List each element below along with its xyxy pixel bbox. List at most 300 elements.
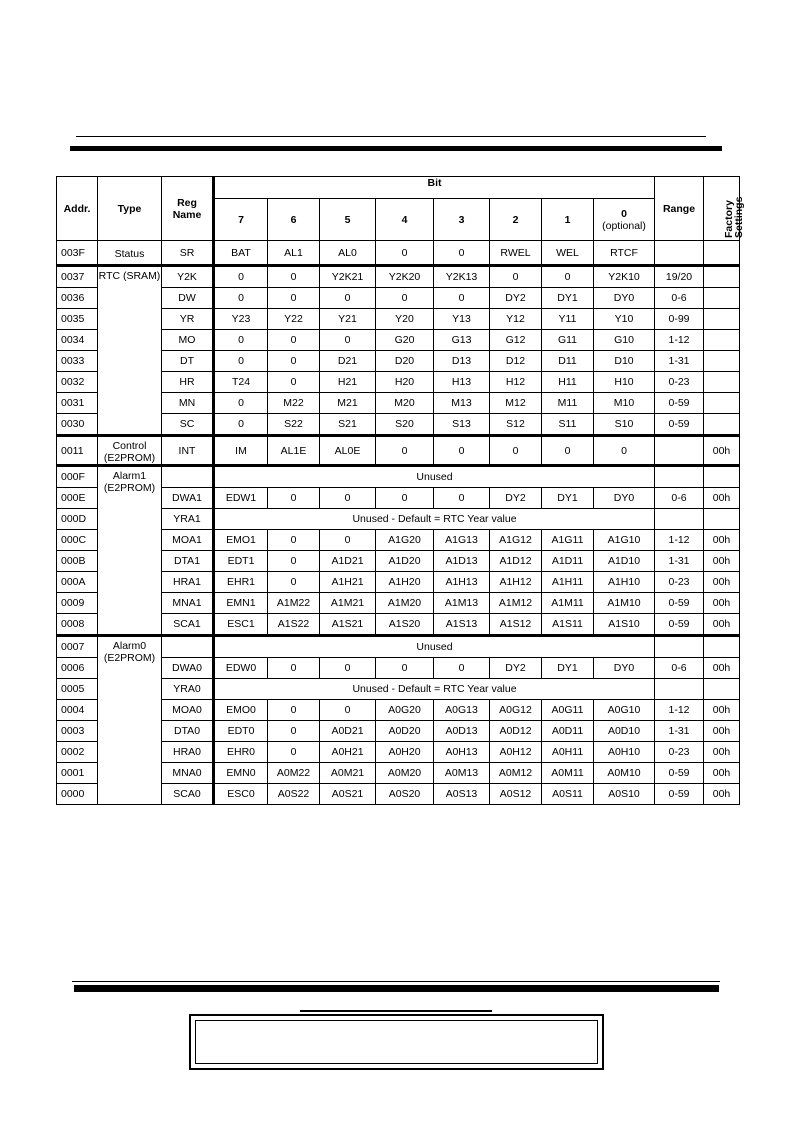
- addr-cell: 0004: [57, 700, 98, 721]
- bit-cell: A0M20: [376, 763, 434, 784]
- header-bit-6: [268, 199, 320, 241]
- reg-name-cell: YR: [162, 309, 214, 330]
- reg-name-cell: MO: [162, 330, 214, 351]
- bit-cell: A0H10: [594, 742, 655, 763]
- bit-cell: 0: [268, 700, 320, 721]
- bit-cell: A0D13: [434, 721, 490, 742]
- bit-cell: 0: [320, 330, 376, 351]
- reg-name-cell: YRA0: [162, 679, 214, 700]
- bit-cell: S20: [376, 414, 434, 436]
- reg-name-cell: DTA1: [162, 551, 214, 572]
- bit-cell: A1D12: [490, 551, 542, 572]
- factory-cell: [704, 372, 740, 393]
- type-cell: Alarm1 (E2PROM): [98, 466, 162, 636]
- factory-cell: [704, 509, 740, 530]
- addr-cell: 0031: [57, 393, 98, 414]
- bit-cell: AL1E: [268, 436, 320, 466]
- factory-cell: 00h: [704, 763, 740, 784]
- bit-cell: A0G20: [376, 700, 434, 721]
- bit-cell: 0: [542, 436, 594, 466]
- range-cell: 0-6: [655, 658, 704, 679]
- bit-cell: S11: [542, 414, 594, 436]
- factory-cell: 00h: [704, 488, 740, 509]
- register-map-table: [56, 176, 745, 805]
- bit-cell: A1D13: [434, 551, 490, 572]
- bit-cell: 0: [490, 436, 542, 466]
- bit-cell: A1S11: [542, 614, 594, 636]
- addr-cell: 0030: [57, 414, 98, 436]
- bit-cell: A0M12: [490, 763, 542, 784]
- addr-cell: 0006: [57, 658, 98, 679]
- reg-name-cell: SCA0: [162, 784, 214, 805]
- bit-cell: WEL: [542, 241, 594, 266]
- bit-cell: D13: [434, 351, 490, 372]
- bit-cell: Y2K10: [594, 266, 655, 288]
- header-bit-label: 4: [401, 213, 408, 226]
- bit-cell: Y10: [594, 309, 655, 330]
- factory-cell: 00h: [704, 551, 740, 572]
- unused-cell: Unused - Default = RTC Year value: [214, 509, 655, 530]
- bit-cell: A0D21: [320, 721, 376, 742]
- bit-cell: DY2: [490, 288, 542, 309]
- bit-cell: S10: [594, 414, 655, 436]
- factory-cell: 00h: [704, 530, 740, 551]
- reg-name-cell: HRA1: [162, 572, 214, 593]
- bit-cell: 0: [214, 351, 268, 372]
- header-rule-thick: [70, 146, 722, 151]
- bit-cell: RWEL: [490, 241, 542, 266]
- bit-cell: A1D21: [320, 551, 376, 572]
- bit-cell: 0: [320, 288, 376, 309]
- bit-cell: 0: [268, 551, 320, 572]
- header-bit-label: 6: [290, 213, 297, 226]
- addr-cell: 000A: [57, 572, 98, 593]
- bit-cell: H11: [542, 372, 594, 393]
- range-cell: [655, 636, 704, 658]
- bit-cell: 0: [214, 266, 268, 288]
- bit-cell: A0S10: [594, 784, 655, 805]
- header-bit-7: [214, 199, 268, 241]
- bit-cell: A1S13: [434, 614, 490, 636]
- bit-cell: D11: [542, 351, 594, 372]
- bit-cell: DY1: [542, 658, 594, 679]
- bit-cell: A1H13: [434, 572, 490, 593]
- factory-cell: 00h: [704, 572, 740, 593]
- bit-cell: A1G12: [490, 530, 542, 551]
- bit-cell: A0G10: [594, 700, 655, 721]
- header-bit-label: 0: [621, 207, 627, 220]
- reg-name-cell: MOA0: [162, 700, 214, 721]
- unused-cell: Unused: [214, 466, 655, 488]
- bit-cell: H10: [594, 372, 655, 393]
- bit-cell: 0: [490, 266, 542, 288]
- bit-cell: A1G20: [376, 530, 434, 551]
- addr-cell: 0007: [57, 636, 98, 658]
- header-bit-0: [594, 199, 655, 241]
- reg-name-cell: [162, 466, 214, 488]
- bit-cell: 0: [268, 742, 320, 763]
- addr-cell: 003F: [57, 241, 98, 266]
- header-bit-4: [376, 199, 434, 241]
- bit-cell: A1H20: [376, 572, 434, 593]
- bit-cell: A0H21: [320, 742, 376, 763]
- addr-cell: 000C: [57, 530, 98, 551]
- bit-cell: A1S12: [490, 614, 542, 636]
- table-header: [57, 177, 745, 241]
- reg-name-cell: SR: [162, 241, 214, 266]
- bit-cell: A0S21: [320, 784, 376, 805]
- bit-cell: Y2K20: [376, 266, 434, 288]
- bit-cell: DY2: [490, 658, 542, 679]
- header-bit-label: 7: [238, 213, 244, 226]
- bit-cell: Y2K21: [320, 266, 376, 288]
- factory-cell: [704, 288, 740, 309]
- reg-name-cell: MNA0: [162, 763, 214, 784]
- unused-cell: Unused: [214, 636, 655, 658]
- type-cell: Alarm0 (E2PROM): [98, 636, 162, 805]
- bit-cell: H13: [434, 372, 490, 393]
- header-bit0-note: (optional): [602, 219, 646, 232]
- addr-cell: 000E: [57, 488, 98, 509]
- bit-cell: 0: [268, 530, 320, 551]
- bit-cell: DY0: [594, 288, 655, 309]
- bit-cell: D10: [594, 351, 655, 372]
- bit-cell: A0S12: [490, 784, 542, 805]
- bit-cell: A0M22: [268, 763, 320, 784]
- bit-cell: A1M10: [594, 593, 655, 614]
- addr-cell: 000D: [57, 509, 98, 530]
- addr-cell: 0033: [57, 351, 98, 372]
- bit-cell: 0: [268, 658, 320, 679]
- bit-cell: A1M11: [542, 593, 594, 614]
- range-cell: 0-59: [655, 763, 704, 784]
- bit-cell: 0: [268, 721, 320, 742]
- addr-cell: 0037: [57, 266, 98, 288]
- bit-cell: S12: [490, 414, 542, 436]
- reg-name-cell: MOA1: [162, 530, 214, 551]
- range-cell: [655, 679, 704, 700]
- reg-name-cell: DT: [162, 351, 214, 372]
- bit-cell: H12: [490, 372, 542, 393]
- range-cell: 0-6: [655, 488, 704, 509]
- bit-cell: M12: [490, 393, 542, 414]
- range-cell: 0-23: [655, 572, 704, 593]
- header-type: Type: [98, 177, 162, 241]
- header-addr: Addr.: [57, 177, 98, 241]
- header-bit-label: 5: [344, 213, 351, 226]
- bit-cell: 0: [268, 266, 320, 288]
- bit-cell: 0: [214, 330, 268, 351]
- factory-cell: [704, 414, 740, 436]
- table-body: [57, 241, 740, 805]
- range-cell: 19/20: [655, 266, 704, 288]
- addr-cell: 0005: [57, 679, 98, 700]
- factory-cell: [704, 351, 740, 372]
- bit-cell: 0: [376, 241, 434, 266]
- bit-cell: EMO0: [214, 700, 268, 721]
- bit-cell: A0S20: [376, 784, 434, 805]
- bit-cell: A1D20: [376, 551, 434, 572]
- range-cell: 1-31: [655, 351, 704, 372]
- bit-cell: M10: [594, 393, 655, 414]
- table-row: [57, 636, 740, 658]
- bit-cell: M13: [434, 393, 490, 414]
- factory-cell: 00h: [704, 436, 740, 466]
- bit-cell: A0G11: [542, 700, 594, 721]
- factory-cell: 00h: [704, 742, 740, 763]
- bit-cell: A1S10: [594, 614, 655, 636]
- factory-cell: 00h: [704, 721, 740, 742]
- range-cell: 0-59: [655, 593, 704, 614]
- header-reg-name: Reg Name: [162, 177, 214, 241]
- range-cell: 0-99: [655, 309, 704, 330]
- factory-cell: [704, 679, 740, 700]
- reg-name-cell: MNA1: [162, 593, 214, 614]
- bit-cell: A0S13: [434, 784, 490, 805]
- bit-cell: A1M20: [376, 593, 434, 614]
- bit-cell: A1D11: [542, 551, 594, 572]
- bit-cell: 0: [268, 488, 320, 509]
- table-row: [57, 241, 740, 266]
- type-cell: Control (E2PROM): [98, 436, 162, 466]
- bit-cell: EDW1: [214, 488, 268, 509]
- header-bit-5: [320, 199, 376, 241]
- reg-name-cell: HRA0: [162, 742, 214, 763]
- reg-name-cell: Y2K: [162, 266, 214, 288]
- bit-cell: A0H13: [434, 742, 490, 763]
- range-cell: [655, 241, 704, 266]
- bit-cell: DY2: [490, 488, 542, 509]
- bit-cell: A0H12: [490, 742, 542, 763]
- addr-cell: 0032: [57, 372, 98, 393]
- bit-cell: Y21: [320, 309, 376, 330]
- bit-cell: DY0: [594, 658, 655, 679]
- factory-cell: [704, 266, 740, 288]
- bit-cell: A1G11: [542, 530, 594, 551]
- reg-name-cell: DTA0: [162, 721, 214, 742]
- bit-cell: T24: [214, 372, 268, 393]
- bit-cell: EDT1: [214, 551, 268, 572]
- range-cell: [655, 509, 704, 530]
- bit-cell: 0: [434, 436, 490, 466]
- range-cell: 0-23: [655, 742, 704, 763]
- header-range: Range: [655, 177, 704, 241]
- factory-cell: [704, 466, 740, 488]
- bit-cell: DY1: [542, 488, 594, 509]
- bit-cell: EDT0: [214, 721, 268, 742]
- bit-cell: BAT: [214, 241, 268, 266]
- bit-cell: A0S11: [542, 784, 594, 805]
- bit-cell: 0: [376, 658, 434, 679]
- range-cell: 0-59: [655, 784, 704, 805]
- bit-cell: 0: [214, 393, 268, 414]
- bit-cell: A1M22: [268, 593, 320, 614]
- footer-rule-short: [300, 1010, 492, 1012]
- bit-cell: D12: [490, 351, 542, 372]
- bit-cell: Y12: [490, 309, 542, 330]
- factory-cell: 00h: [704, 593, 740, 614]
- bit-cell: A0M21: [320, 763, 376, 784]
- range-cell: [655, 466, 704, 488]
- reg-name-cell: DWA0: [162, 658, 214, 679]
- footer-box: [189, 1014, 604, 1070]
- bit-cell: A0H20: [376, 742, 434, 763]
- bit-cell: S13: [434, 414, 490, 436]
- bit-cell: 0: [268, 288, 320, 309]
- reg-name-cell: HR: [162, 372, 214, 393]
- bit-cell: 0: [320, 658, 376, 679]
- range-cell: 0-59: [655, 414, 704, 436]
- bit-cell: A1H12: [490, 572, 542, 593]
- bit-cell: IM: [214, 436, 268, 466]
- bit-cell: Y23: [214, 309, 268, 330]
- bit-cell: A0D12: [490, 721, 542, 742]
- table-row: [57, 266, 740, 288]
- bit-cell: A0H11: [542, 742, 594, 763]
- bit-cell: 0: [434, 288, 490, 309]
- bit-cell: M20: [376, 393, 434, 414]
- addr-cell: 0036: [57, 288, 98, 309]
- bit-cell: EMN0: [214, 763, 268, 784]
- range-cell: 1-12: [655, 700, 704, 721]
- bit-cell: G13: [434, 330, 490, 351]
- bit-cell: AL0: [320, 241, 376, 266]
- bit-cell: ESC1: [214, 614, 268, 636]
- range-cell: 1-31: [655, 551, 704, 572]
- bit-cell: S21: [320, 414, 376, 436]
- bit-cell: A1S20: [376, 614, 434, 636]
- bit-cell: 0: [268, 372, 320, 393]
- addr-cell: 0000: [57, 784, 98, 805]
- addr-cell: 0008: [57, 614, 98, 636]
- bit-cell: AL0E: [320, 436, 376, 466]
- range-cell: [655, 436, 704, 466]
- range-cell: 1-12: [655, 530, 704, 551]
- bit-cell: A0M10: [594, 763, 655, 784]
- table-row: [57, 466, 740, 488]
- bit-cell: D20: [376, 351, 434, 372]
- bit-cell: A0M11: [542, 763, 594, 784]
- bit-cell: A0M13: [434, 763, 490, 784]
- bit-cell: EMO1: [214, 530, 268, 551]
- addr-cell: 0011: [57, 436, 98, 466]
- addr-cell: 0034: [57, 330, 98, 351]
- bit-cell: 0: [214, 414, 268, 436]
- factory-cell: 00h: [704, 614, 740, 636]
- addr-cell: 0001: [57, 763, 98, 784]
- reg-name-cell: SC: [162, 414, 214, 436]
- bit-cell: 0: [434, 658, 490, 679]
- bit-cell: Y20: [376, 309, 434, 330]
- table-row: [57, 436, 740, 466]
- bit-cell: 0: [214, 288, 268, 309]
- bit-cell: D21: [320, 351, 376, 372]
- bit-cell: 0: [268, 330, 320, 351]
- header-rule-thin: [76, 136, 706, 137]
- bit-cell: A1H10: [594, 572, 655, 593]
- addr-cell: 000F: [57, 466, 98, 488]
- bit-cell: A1M21: [320, 593, 376, 614]
- bit-cell: A1G10: [594, 530, 655, 551]
- factory-cell: [704, 393, 740, 414]
- range-cell: 0-59: [655, 614, 704, 636]
- reg-name-cell: DW: [162, 288, 214, 309]
- bit-cell: A0D10: [594, 721, 655, 742]
- factory-cell: 00h: [704, 658, 740, 679]
- bit-cell: 0: [594, 436, 655, 466]
- bit-cell: 0: [434, 241, 490, 266]
- addr-cell: 0009: [57, 593, 98, 614]
- footer-box-inner: [195, 1020, 598, 1064]
- footer-rule-thin: [72, 981, 720, 982]
- bit-cell: A0G12: [490, 700, 542, 721]
- bit-cell: 0: [376, 488, 434, 509]
- header-bit-1: [542, 199, 594, 241]
- type-cell: RTC (SRAM): [98, 266, 162, 436]
- bit-cell: A0G13: [434, 700, 490, 721]
- bit-cell: 0: [320, 488, 376, 509]
- addr-cell: 0035: [57, 309, 98, 330]
- bit-cell: A1M12: [490, 593, 542, 614]
- bit-cell: EMN1: [214, 593, 268, 614]
- bit-cell: M22: [268, 393, 320, 414]
- bit-cell: 0: [268, 351, 320, 372]
- range-cell: 0-23: [655, 372, 704, 393]
- bit-cell: DY0: [594, 488, 655, 509]
- bit-cell: DY1: [542, 288, 594, 309]
- bit-cell: G10: [594, 330, 655, 351]
- reg-name-cell: INT: [162, 436, 214, 466]
- bit-cell: G20: [376, 330, 434, 351]
- header-bit-3: [434, 199, 490, 241]
- bit-cell: A0D11: [542, 721, 594, 742]
- unused-cell: Unused - Default = RTC Year value: [214, 679, 655, 700]
- bit-cell: 0: [542, 266, 594, 288]
- bit-cell: 0: [376, 288, 434, 309]
- bit-cell: A1D10: [594, 551, 655, 572]
- bit-cell: 0: [268, 572, 320, 593]
- bit-cell: A1S22: [268, 614, 320, 636]
- bit-cell: 0: [320, 530, 376, 551]
- range-cell: 1-31: [655, 721, 704, 742]
- bit-cell: A0D20: [376, 721, 434, 742]
- bit-cell: Y2K13: [434, 266, 490, 288]
- bit-cell: S22: [268, 414, 320, 436]
- factory-cell: 00h: [704, 700, 740, 721]
- factory-cell: [704, 636, 740, 658]
- bit-cell: M11: [542, 393, 594, 414]
- bit-cell: Y22: [268, 309, 320, 330]
- header-factory-settings: Factory Settings: [704, 177, 740, 241]
- addr-cell: 0002: [57, 742, 98, 763]
- footer-rule-thick: [74, 985, 719, 992]
- range-cell: 1-12: [655, 330, 704, 351]
- bit-cell: ESC0: [214, 784, 268, 805]
- type-cell: Status: [98, 241, 162, 266]
- bit-cell: A1M13: [434, 593, 490, 614]
- factory-cell: [704, 330, 740, 351]
- bit-cell: H21: [320, 372, 376, 393]
- range-cell: 0-59: [655, 393, 704, 414]
- bit-cell: 0: [434, 488, 490, 509]
- header-bit: Bit: [214, 177, 655, 199]
- header-bit-2: [490, 199, 542, 241]
- factory-cell: [704, 309, 740, 330]
- bit-cell: M21: [320, 393, 376, 414]
- factory-cell: [704, 241, 740, 266]
- bit-cell: A1S21: [320, 614, 376, 636]
- factory-cell: 00h: [704, 784, 740, 805]
